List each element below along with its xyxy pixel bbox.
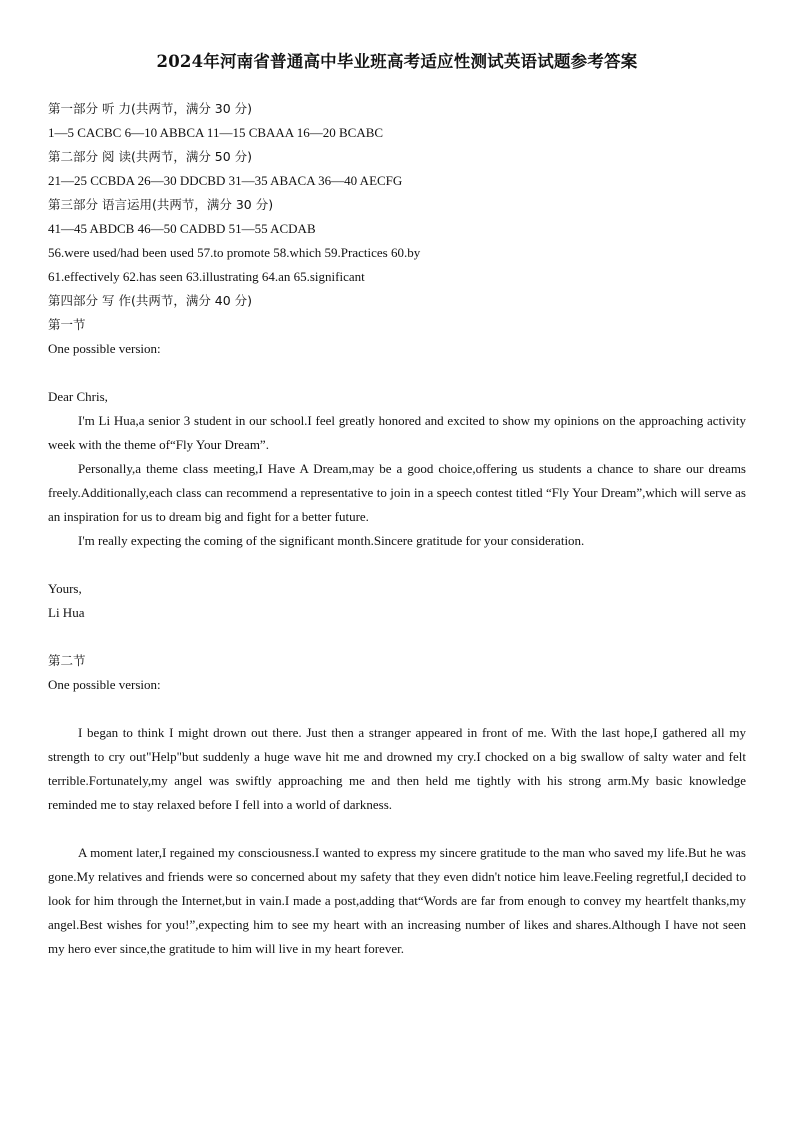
part1-answers: 1—5 CACBC 6—10 ABBCA 11—15 CBAAA 16—20 BCABC xyxy=(48,125,384,140)
section2-label: 第二节 xyxy=(48,653,86,668)
letter-closing: Yours, xyxy=(48,581,82,596)
part3-fill-line-1: 56.were used/had been used 57.to promote 58.which 59.Practices 60.by xyxy=(48,245,421,260)
letter-signature: Li Hua xyxy=(48,605,85,620)
section2-intro: One possible version: xyxy=(48,677,161,692)
part3-heading: 第三部分 语言运用(共两节，满分 30 分) xyxy=(48,197,274,212)
page-title: 2024年河南省普通高中毕业班高考适应性测试英语试题参考答案 xyxy=(156,52,638,71)
story-paragraph-1: I began to think I might drown out there. Just then a stranger appeared in front of me. With the last hope,I gathered all my strength to cry out"Help"but suddenly a huge wave hit me and drowned my cry.I chocked on a big swallow of salty water and felt terrible.Fortunately,my angel was swiftly approaching me and then held me tightly with his strong arm.My basic knowledge reminded me to stay relaxed before I fell into a world of darkness. xyxy=(48,725,746,812)
letter-paragraph-2: Personally,a theme class meeting,I Have A Dream,may be a good choice,offering us students a chance to share our dreams freely.Additionally,each class can recommend a representative to join in a speech contest titled “Fly Your Dream”,which will serve as an inspiration for us to dream big and fight for a better future. xyxy=(48,461,746,524)
story-paragraph-2: A moment later,I regained my consciousness.I wanted to express my sincere gratitude to the man who saved my life.But he was gone.My relatives and friends were so concerned about my safety that they even didn't notice him leave.Feeling regretful,I decided to look for him through the Internet,but in vain.I made a post,adding that“Words are far from enough to convey my heartfelt thanks,my angel.Best wishes for you!”,expecting him to see my heart with an increasing number of likes and shares.Although I have not seen my hero ever since,the gratitude to him will live in my heart forever. xyxy=(48,845,746,956)
part2-heading: 第二部分 阅 读(共两节，满分 50 分) xyxy=(48,149,253,164)
part4-heading: 第四部分 写 作(共两节，满分 40 分) xyxy=(48,293,253,308)
part1-heading: 第一部分 听 力(共两节，满分 30 分) xyxy=(48,101,253,116)
section1-label: 第一节 xyxy=(48,317,86,332)
part2-answers: 21—25 CCBDA 26—30 DDCBD 31—35 ABACA 36—40 AECFG xyxy=(48,173,403,188)
part3-answers: 41—45 ABDCB 46—50 CADBD 51—55 ACDAB xyxy=(48,221,316,236)
section1-intro: One possible version: xyxy=(48,341,161,356)
letter-greeting: Dear Chris, xyxy=(48,389,108,404)
letter-paragraph-1: I'm Li Hua,a senior 3 student in our school.I feel greatly honored and excited to show my opinions on the approaching activity week with the theme of“Fly Your Dream”. xyxy=(48,413,746,452)
letter-paragraph-3: I'm really expecting the coming of the significant month.Sincere gratitude for your consideration. xyxy=(78,533,585,548)
part3-fill-line-2: 61.effectively 62.has seen 63.illustrating 64.an 65.significant xyxy=(48,269,365,284)
